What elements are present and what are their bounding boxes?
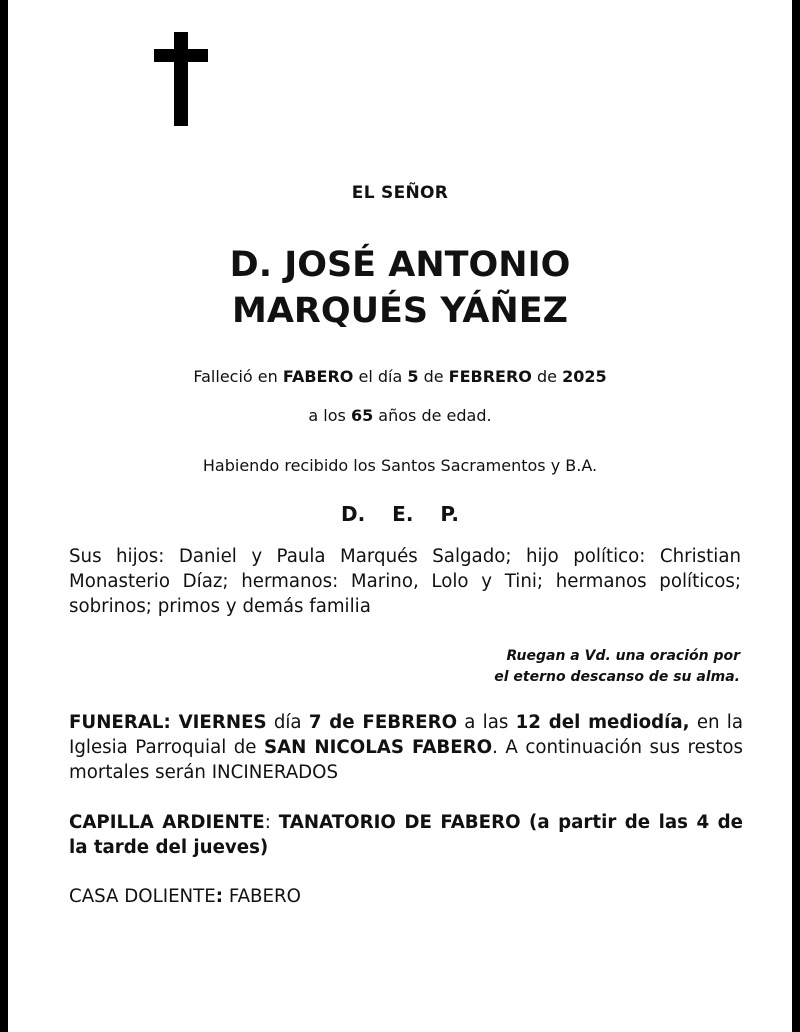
casa-paragraph [69,884,743,909]
funeral-text: . A continuación sus restos mortales serán INCINERADOS [69,737,743,783]
prayer-request [494,646,740,688]
obituary-page [8,0,792,1032]
age-info [8,406,792,425]
death-info [8,367,792,386]
prayer-line-2: el eterno descanso de su alma. [494,669,740,685]
death-year: 2025 [562,367,607,386]
name-line-1: D. JOSÉ ANTONIO [229,245,571,285]
death-text: de [418,367,449,386]
dep-line: D. E. P. [341,502,459,526]
funeral-text: a las [457,712,516,733]
casa-label: CASA DOLIENTE [69,886,216,907]
sacraments-line: Habiendo recibido los Santos Sacramentos y B.A. [202,456,598,475]
death-text: Falleció en [193,367,283,386]
funeral-paragraph [69,710,743,785]
death-month: FEBRERO [448,367,532,386]
funeral-date: 7 de FEBRERO [308,712,458,733]
funeral-text: en la Iglesia Parroquial de [69,712,743,758]
death-text: el día [353,367,408,386]
capilla-separator: : [264,812,279,833]
capilla-text: TANATORIO DE FABERO (a partir de las 4 de la tarde del jueves) [69,812,743,858]
age-text: a los [308,406,351,425]
capilla-label: CAPILLA ARDIENTE [69,812,265,833]
funeral-church: SAN NICOLAS FABERO [263,737,493,758]
name-line-2: MARQUÉS YÁÑEZ [231,291,568,331]
death-text: de [531,367,563,386]
death-place: FABERO [282,367,354,386]
heading: EL SEÑOR [351,183,449,203]
funeral-time: 12 del mediodía, [515,712,690,733]
age-years: 65 [350,406,374,425]
capilla-paragraph [69,810,743,860]
cross-icon [154,32,208,126]
deceased-name [8,242,792,334]
funeral-label: FUNERAL: VIERNES [69,712,267,733]
funeral-text: día [266,712,309,733]
family-paragraph: Sus hijos: Daniel y Paula Marqués Salgado; hijo político: Christian Monasterio Díaz; hermanos: Marino, Lolo y Tini; hermanos políticos; sobrinos; primos y demás familia [69,546,741,617]
death-day: 5 [407,367,419,386]
age-text: años de edad. [378,406,492,425]
casa-colon: : [215,886,224,907]
prayer-line-1: Ruegan a Vd. una oración por [506,648,740,664]
casa-text: FABERO [223,886,301,907]
